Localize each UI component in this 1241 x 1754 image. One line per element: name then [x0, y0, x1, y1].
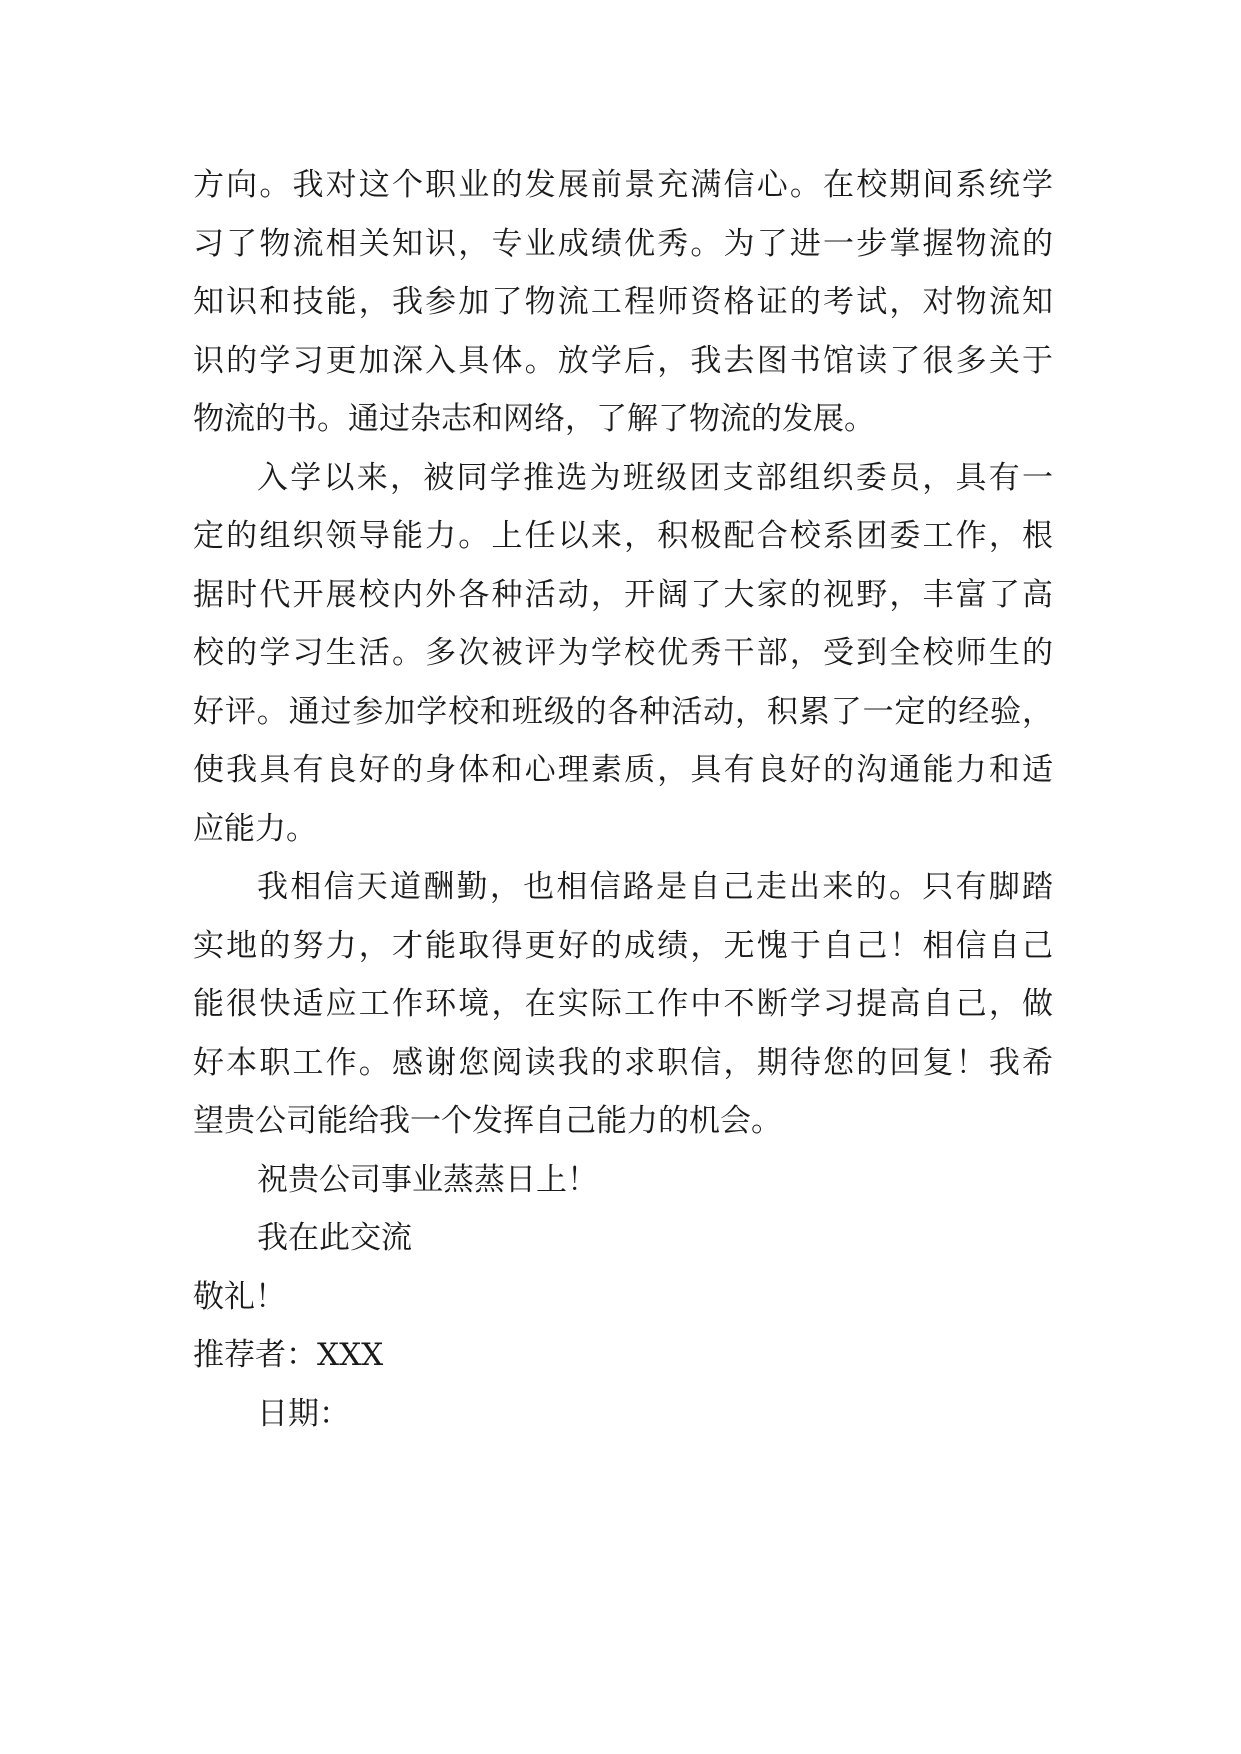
text-line: 应能力。: [193, 810, 317, 847]
text-line: 物流的书。通过杂志和网络，了解了物流的发展。: [193, 401, 875, 437]
text-line: 实地的努力，才能取得更好的成绩，无愧于自己！相信自己: [193, 927, 1053, 964]
text-line: 入学以来，被同学推选为班级团支部组织委员，具有一: [257, 459, 1053, 496]
text-line: 方向。我对这个职业的发展前景充满信心。在校期间系统学: [193, 167, 1053, 203]
text-line: 校的学习生活。多次被评为学校优秀干部，受到全校师生的: [193, 635, 1053, 671]
closing-wish: 祝贵公司事业蒸蒸日上！: [257, 1161, 598, 1198]
text-line: 定的组织领导能力。上任以来，积极配合校系团委工作，根: [193, 518, 1053, 554]
letter-body: [193, 156, 1053, 1443]
text-line: 好评。通过参加学校和班级的各种活动，积累了一定的经验，: [193, 693, 1053, 730]
text-line: 使我具有良好的身体和心理素质，具有良好的沟通能力和适: [193, 752, 1053, 788]
text-line: 我相信天道酬勤，也相信路是自己走出来的。只有脚踏: [257, 869, 1053, 905]
text-line: 望贵公司能给我一个发挥自己能力的机会。: [193, 1103, 782, 1139]
salutation: 敬礼！: [193, 1278, 286, 1315]
closing-remark: 我在此交流: [257, 1220, 412, 1256]
text-line: 识的学习更加深入具体。放学后，我去图书馆读了很多关于: [193, 342, 1053, 379]
text-line: 知识和技能，我参加了物流工程师资格证的考试，对物流知: [193, 284, 1053, 320]
text-line: 习了物流相关知识，专业成绩优秀。为了进一步掌握物流的: [193, 225, 1053, 262]
text-line: 好本职工作。感谢您阅读我的求职信，期待您的回复！我希: [193, 1044, 1053, 1081]
date-line: 日期：: [257, 1395, 350, 1432]
signature-line: 推荐者：XXX: [193, 1337, 384, 1373]
text-line: 据时代开展校内外各种活动，开阔了大家的视野，丰富了高: [193, 576, 1053, 613]
text-line: 能很快适应工作环境，在实际工作中不断学习提高自己，做: [193, 986, 1053, 1022]
